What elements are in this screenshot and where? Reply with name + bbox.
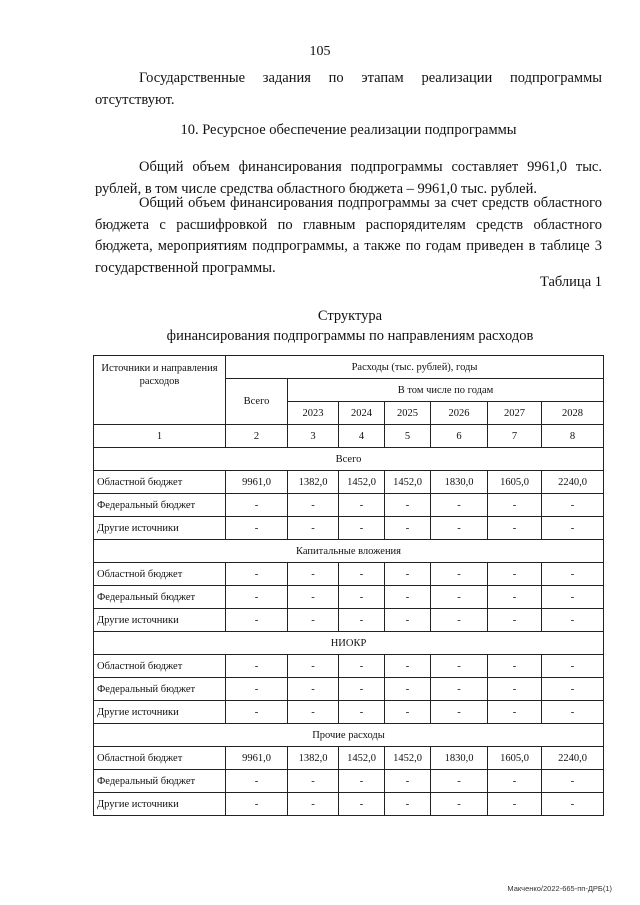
row-total-value: -	[226, 586, 288, 609]
row-total-value: -	[226, 701, 288, 724]
row-year-value: 1382,0	[288, 747, 339, 770]
row-year-value: -	[542, 517, 604, 540]
row-year-value: -	[385, 586, 431, 609]
header-year: 2025	[385, 402, 431, 425]
row-total-value: -	[226, 678, 288, 701]
row-year-value: -	[385, 701, 431, 724]
row-year-value: 1605,0	[488, 471, 542, 494]
funding-structure-table	[93, 355, 604, 816]
row-year-value: -	[542, 793, 604, 816]
row-year-value: -	[542, 586, 604, 609]
table-label: Таблица 1	[539, 274, 602, 290]
row-year-value: -	[488, 517, 542, 540]
header-expenses: Расходы (тыс. рублей), годы	[226, 356, 604, 379]
header-year: 2024	[339, 402, 385, 425]
row-year-value: 1830,0	[431, 747, 488, 770]
table-row	[94, 563, 604, 586]
header-total: Всего	[226, 379, 288, 425]
section-title-row	[94, 632, 604, 655]
row-year-value: -	[339, 678, 385, 701]
table-row	[94, 701, 604, 724]
paragraph-state-tasks	[95, 68, 602, 111]
row-source: Областной бюджет	[94, 655, 226, 678]
column-number: 6	[431, 425, 488, 448]
row-year-value: -	[385, 517, 431, 540]
row-source: Федеральный бюджет	[94, 586, 226, 609]
row-total-value: -	[226, 494, 288, 517]
row-year-value: -	[385, 609, 431, 632]
table-row	[94, 678, 604, 701]
row-year-value: 1452,0	[385, 747, 431, 770]
row-source: Областной бюджет	[94, 747, 226, 770]
row-total-value: -	[226, 517, 288, 540]
row-source: Другие источники	[94, 609, 226, 632]
row-year-value: 1452,0	[385, 471, 431, 494]
row-total-value: 9961,0	[226, 471, 288, 494]
paragraph-text: Общий объем финансирования подпрограммы за счет средств областного бюджета с расшифровкой по главным распорядителям средств областного бюджета, мероприятиям подпрограммы, а также по годам приведен в таблице 3 государственной программы.	[95, 195, 602, 276]
row-source: Федеральный бюджет	[94, 494, 226, 517]
column-number-row	[94, 425, 604, 448]
row-source: Федеральный бюджет	[94, 678, 226, 701]
header-year: 2026	[431, 402, 488, 425]
row-year-value: -	[542, 609, 604, 632]
row-year-value: -	[542, 563, 604, 586]
table-row	[94, 517, 604, 540]
row-total-value: 9961,0	[226, 747, 288, 770]
section-title: Капитальные вложения	[94, 540, 604, 563]
row-year-value: -	[288, 609, 339, 632]
row-year-value: -	[288, 494, 339, 517]
table-row	[94, 586, 604, 609]
paragraph-text: Государственные задания по этапам реализации подпрограммы отсутствуют.	[95, 70, 602, 108]
table-title	[60, 306, 640, 346]
row-year-value: -	[431, 494, 488, 517]
column-number: 7	[488, 425, 542, 448]
row-year-value: -	[488, 678, 542, 701]
header-year: 2023	[288, 402, 339, 425]
row-total-value: -	[226, 770, 288, 793]
column-number: 2	[226, 425, 288, 448]
row-year-value: -	[385, 494, 431, 517]
table-row	[94, 770, 604, 793]
row-source: Другие источники	[94, 793, 226, 816]
row-year-value: -	[431, 609, 488, 632]
column-number: 5	[385, 425, 431, 448]
section-title-row	[94, 540, 604, 563]
row-year-value: -	[431, 563, 488, 586]
row-year-value: -	[488, 494, 542, 517]
column-number: 8	[542, 425, 604, 448]
row-year-value: -	[488, 701, 542, 724]
row-year-value: -	[488, 609, 542, 632]
row-year-value: -	[431, 517, 488, 540]
table-title-line1: Структура	[317, 308, 383, 324]
row-year-value: -	[431, 701, 488, 724]
header-year: 2027	[488, 402, 542, 425]
row-year-value: -	[488, 563, 542, 586]
row-year-value: -	[488, 655, 542, 678]
column-number: 3	[288, 425, 339, 448]
row-year-value: 1452,0	[339, 747, 385, 770]
row-year-value: -	[431, 678, 488, 701]
row-total-value: -	[226, 609, 288, 632]
paragraph-funding-details	[95, 193, 602, 279]
table-row	[94, 609, 604, 632]
row-year-value: -	[385, 770, 431, 793]
row-year-value: -	[288, 563, 339, 586]
row-year-value: -	[339, 609, 385, 632]
row-year-value: -	[488, 586, 542, 609]
section-title: Всего	[94, 448, 604, 471]
row-year-value: -	[339, 655, 385, 678]
row-year-value: -	[385, 678, 431, 701]
table-title-line2: финансирования подпрограммы по направлениям расходов	[166, 328, 534, 344]
row-year-value: -	[542, 678, 604, 701]
row-year-value: -	[339, 494, 385, 517]
page-number: 105	[309, 44, 331, 59]
row-year-value: -	[542, 770, 604, 793]
footer-document-code: Макченко/2022-665-пп-ДРБ(1)	[507, 884, 612, 893]
row-year-value: -	[288, 517, 339, 540]
row-year-value: -	[385, 793, 431, 816]
row-year-value: -	[385, 563, 431, 586]
row-year-value: -	[385, 655, 431, 678]
header-year: 2028	[542, 402, 604, 425]
row-year-value: -	[288, 586, 339, 609]
row-year-value: -	[288, 655, 339, 678]
row-year-value: 1830,0	[431, 471, 488, 494]
column-number: 1	[94, 425, 226, 448]
row-source: Другие источники	[94, 517, 226, 540]
row-total-value: -	[226, 655, 288, 678]
row-year-value: -	[542, 494, 604, 517]
row-year-value: -	[488, 793, 542, 816]
row-total-value: -	[226, 793, 288, 816]
section-title-row	[94, 448, 604, 471]
header-source: Источники и направления расходов	[94, 356, 226, 425]
paragraph-text: Общий объем финансирования подпрограммы составляет 9961,0 тыс. рублей, в том числе средства областного бюджета – 9961,0 тыс. рублей.	[95, 159, 602, 197]
section-title-row	[94, 724, 604, 747]
section-title: Прочие расходы	[94, 724, 604, 747]
row-year-value: -	[288, 770, 339, 793]
row-year-value: -	[288, 701, 339, 724]
section-title: НИОКР	[94, 632, 604, 655]
row-year-value: 2240,0	[542, 747, 604, 770]
row-year-value: -	[431, 586, 488, 609]
row-total-value: -	[226, 563, 288, 586]
table-row	[94, 471, 604, 494]
row-year-value: -	[488, 770, 542, 793]
row-source: Областной бюджет	[94, 563, 226, 586]
row-year-value: -	[339, 586, 385, 609]
row-year-value: 1605,0	[488, 747, 542, 770]
row-year-value: 1452,0	[339, 471, 385, 494]
row-year-value: -	[431, 655, 488, 678]
row-year-value: -	[339, 517, 385, 540]
row-year-value: -	[431, 770, 488, 793]
row-year-value: -	[288, 793, 339, 816]
row-source: Областной бюджет	[94, 471, 226, 494]
table-row	[94, 655, 604, 678]
row-year-value: -	[288, 678, 339, 701]
row-source: Федеральный бюджет	[94, 770, 226, 793]
section-heading: 10. Ресурсное обеспечение реализации подпрограммы	[180, 122, 517, 138]
column-number: 4	[339, 425, 385, 448]
row-year-value: -	[339, 770, 385, 793]
row-year-value: 1382,0	[288, 471, 339, 494]
row-year-value: -	[542, 655, 604, 678]
row-year-value: -	[431, 793, 488, 816]
row-year-value: -	[339, 563, 385, 586]
table-header-row	[94, 356, 604, 379]
row-year-value: 2240,0	[542, 471, 604, 494]
row-year-value: -	[339, 793, 385, 816]
row-year-value: -	[339, 701, 385, 724]
table-row	[94, 793, 604, 816]
row-year-value: -	[542, 701, 604, 724]
table-row	[94, 747, 604, 770]
table-row	[94, 494, 604, 517]
header-by-years: В том числе по годам	[288, 379, 604, 402]
row-source: Другие источники	[94, 701, 226, 724]
